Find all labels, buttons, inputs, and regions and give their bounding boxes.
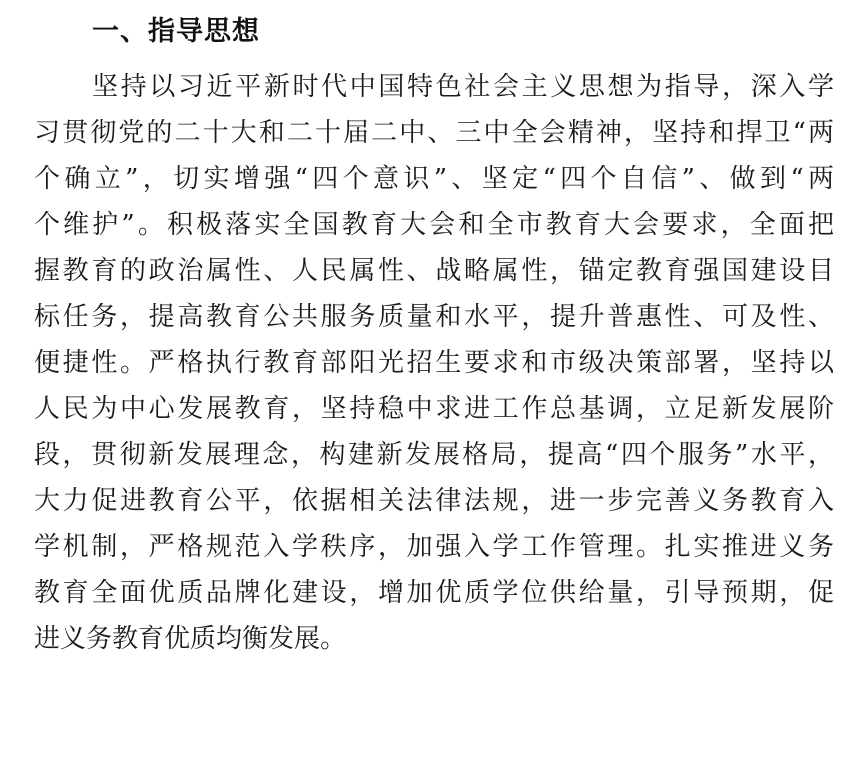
paragraph-line: 习贯彻党的二十大和二十届二中、三中全会精神，坚持和捍卫“两 xyxy=(34,118,834,148)
paragraph-line: 标任务，提高教育公共服务质量和水平，提升普惠性、可及性、 xyxy=(34,302,834,332)
section-heading: 一、指导思想 xyxy=(92,16,260,47)
paragraph-line: 个确立”，切实增强“四个意识”、坚定“四个自信”、做到“两 xyxy=(34,164,834,194)
paragraph-line: 握教育的政治属性、人民属性、战略属性，锚定教育强国建设目 xyxy=(34,256,834,286)
paragraph-line: 大力促进教育公平，依据相关法律法规，进一步完善义务教育入 xyxy=(34,486,834,516)
paragraph-line: 学机制，严格规范入学秩序，加强入学工作管理。扎实推进义务 xyxy=(34,532,834,562)
section-paragraph xyxy=(34,64,834,662)
paragraph-line: 便捷性。严格执行教育部阳光招生要求和市级决策部署，坚持以 xyxy=(34,348,834,378)
paragraph-line: 段，贯彻新发展理念，构建新发展格局，提高“四个服务”水平， xyxy=(34,440,834,470)
paragraph-line: 个维护”。积极落实全国教育大会和全市教育大会要求，全面把 xyxy=(34,210,834,240)
paragraph-line: 进义务教育优质均衡发展。 xyxy=(34,624,347,654)
paragraph-line: 教育全面优质品牌化建设，增加优质学位供给量，引导预期，促 xyxy=(34,578,834,608)
paragraph-line: 人民为中心发展教育，坚持稳中求进工作总基调，立足新发展阶 xyxy=(34,394,834,424)
paragraph-line: 坚持以习近平新时代中国特色社会主义思想为指导，深入学 xyxy=(92,72,834,102)
